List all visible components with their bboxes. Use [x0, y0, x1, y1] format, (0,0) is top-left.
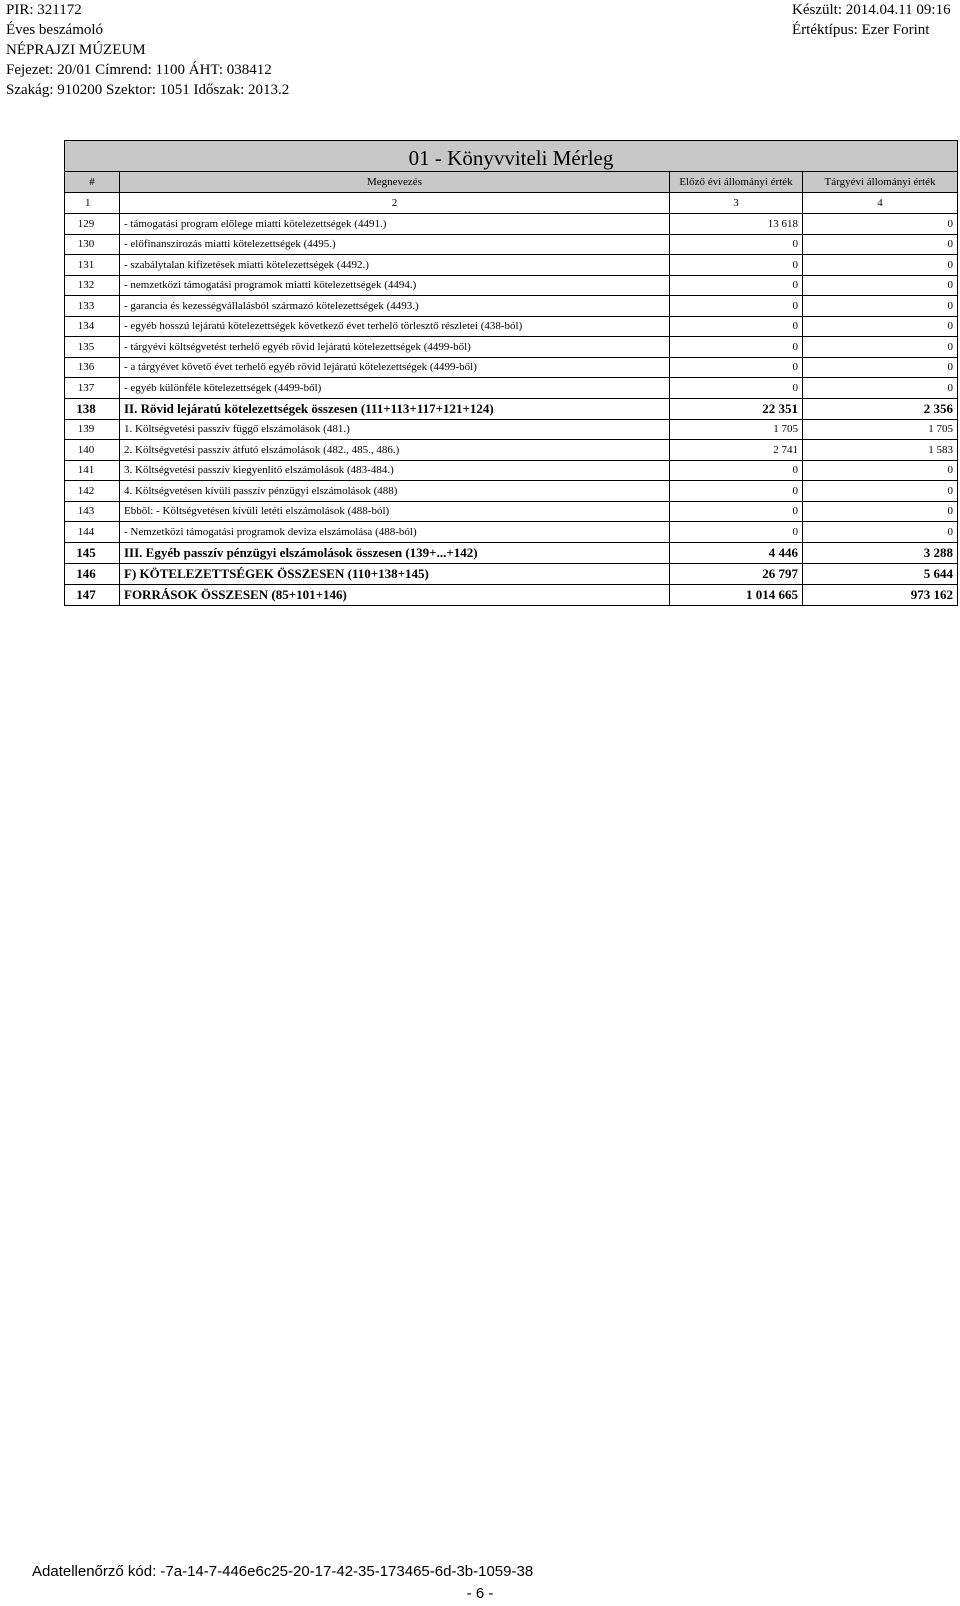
table-row: [65, 275, 958, 296]
row-previous-value: 0: [670, 460, 803, 481]
row-number: 130: [65, 234, 120, 255]
table-row: [65, 255, 958, 276]
row-current-value: 0: [803, 357, 958, 378]
row-current-value: 1 583: [803, 440, 958, 461]
column-header-previous: Előző évi állományi érték: [670, 172, 803, 193]
row-number: 132: [65, 275, 120, 296]
row-label: - egyéb hosszú lejáratú kötelezettségek következő évet terhelő törlesztő részletei (438-ból): [120, 316, 670, 337]
table-row: [65, 584, 958, 605]
row-label: - támogatási program előlege miatti kötelezettségek (4491.): [120, 214, 670, 235]
row-current-value: 5 644: [803, 563, 958, 584]
row-current-value: 3 288: [803, 542, 958, 563]
row-label: - egyéb különféle kötelezettségek (4499-ből): [120, 378, 670, 399]
row-number: 139: [65, 419, 120, 440]
row-current-value: 1 705: [803, 419, 958, 440]
column-number-4: 4: [803, 193, 958, 214]
table-row: [65, 563, 958, 584]
check-code: Adatellenőrző kód: -7a-14-7-446e6c25-20-17-42-35-173465-6d-3b-1059-38: [32, 1563, 534, 1580]
row-number: 136: [65, 357, 120, 378]
table-row: [65, 440, 958, 461]
row-label: II. Rövid lejáratú kötelezettségek összesen (111+113+117+121+124): [120, 398, 670, 419]
row-label: - előfinanszírozás miatti kötelezettségek (4495.): [120, 234, 670, 255]
row-number: 144: [65, 522, 120, 543]
table-row: [65, 214, 958, 235]
value-type: Értéktípus: Ezer Forint: [792, 22, 930, 38]
balance-sheet-table: [64, 140, 958, 606]
row-current-value: 0: [803, 337, 958, 358]
column-number-2: 2: [120, 193, 670, 214]
report-header-left: [6, 0, 289, 100]
table-row: [65, 419, 958, 440]
row-current-value: 0: [803, 460, 958, 481]
row-label: - szabálytalan kifizetések miatti kötelezettségek (4492.): [120, 255, 670, 276]
table-row: [65, 460, 958, 481]
row-previous-value: 0: [670, 337, 803, 358]
row-label: III. Egyéb passzív pénzügyi elszámolások összesen (139+...+142): [120, 542, 670, 563]
row-label: F) KÖTELEZETTSÉGEK ÖSSZESEN (110+138+145): [120, 563, 670, 584]
row-current-value: 0: [803, 296, 958, 317]
report-type: Éves beszámoló: [6, 22, 104, 38]
row-previous-value: 13 618: [670, 214, 803, 235]
row-current-value: 0: [803, 316, 958, 337]
table-row: [65, 501, 958, 522]
table-title-row: [65, 141, 958, 172]
row-current-value: 2 356: [803, 398, 958, 419]
column-number-row: [65, 193, 958, 214]
table-row: [65, 522, 958, 543]
row-number: 143: [65, 501, 120, 522]
row-previous-value: 0: [670, 275, 803, 296]
row-previous-value: 0: [670, 296, 803, 317]
row-previous-value: 22 351: [670, 398, 803, 419]
row-number: 146: [65, 563, 120, 584]
row-number: 135: [65, 337, 120, 358]
row-previous-value: 0: [670, 522, 803, 543]
row-label: 1. Költségvetési passzív függő elszámolások (481.): [120, 419, 670, 440]
chapter-info: Fejezet: 20/01 Címrend: 1100 ÁHT: 038412: [6, 62, 272, 78]
pir-id: PIR: 321172: [6, 2, 82, 18]
table-row: [65, 357, 958, 378]
row-current-value: 973 162: [803, 584, 958, 605]
report-header-right: [792, 0, 951, 40]
row-label: 4. Költségvetésen kívüli passzív pénzügyi elszámolások (488): [120, 481, 670, 502]
table-row: [65, 481, 958, 502]
table-row: [65, 378, 958, 399]
column-number-3: 3: [670, 193, 803, 214]
row-current-value: 0: [803, 234, 958, 255]
row-current-value: 0: [803, 378, 958, 399]
table-row: [65, 337, 958, 358]
table-title: 01 - Könyvviteli Mérleg: [65, 141, 958, 172]
table-row: [65, 398, 958, 419]
row-previous-value: 0: [670, 316, 803, 337]
column-number-1: 1: [65, 193, 120, 214]
table-row: [65, 316, 958, 337]
row-label: Ebből: - Költségvetésen kívüli letéti elszámolások (488-ból): [120, 501, 670, 522]
table-row: [65, 296, 958, 317]
column-header-number: #: [65, 172, 120, 193]
row-current-value: 0: [803, 522, 958, 543]
row-label: - nemzetközi támogatási programok miatti kötelezettségek (4494.): [120, 275, 670, 296]
table-row: [65, 542, 958, 563]
column-header-current: Tárgyévi állományi érték: [803, 172, 958, 193]
row-previous-value: 0: [670, 255, 803, 276]
row-current-value: 0: [803, 255, 958, 276]
row-number: 142: [65, 481, 120, 502]
row-number: 147: [65, 584, 120, 605]
row-current-value: 0: [803, 481, 958, 502]
row-current-value: 0: [803, 214, 958, 235]
row-label: FORRÁSOK ÖSSZESEN (85+101+146): [120, 584, 670, 605]
row-previous-value: 1 014 665: [670, 584, 803, 605]
table-row: [65, 234, 958, 255]
row-previous-value: 0: [670, 481, 803, 502]
column-header-row: [65, 172, 958, 193]
institution-name: NÉPRAJZI MÚZEUM: [6, 42, 146, 58]
row-label: - Nemzetközi támogatási programok deviza elszámolása (488-ból): [120, 522, 670, 543]
row-previous-value: 0: [670, 501, 803, 522]
page-number: - 6 -: [466, 1585, 494, 1602]
row-number: 133: [65, 296, 120, 317]
row-current-value: 0: [803, 501, 958, 522]
row-number: 129: [65, 214, 120, 235]
row-number: 145: [65, 542, 120, 563]
created-timestamp: Készült: 2014.04.11 09:16: [792, 2, 951, 18]
row-label: - tárgyévi költségvetést terhelő egyéb rövid lejáratú kötelezettségek (4499-ből): [120, 337, 670, 358]
row-number: 138: [65, 398, 120, 419]
row-number: 131: [65, 255, 120, 276]
row-current-value: 0: [803, 275, 958, 296]
row-previous-value: 0: [670, 234, 803, 255]
row-previous-value: 0: [670, 378, 803, 399]
row-previous-value: 2 741: [670, 440, 803, 461]
row-label: 3. Költségvetési passzív kiegyenlítő elszámolások (483-484.): [120, 460, 670, 481]
row-number: 137: [65, 378, 120, 399]
row-label: - garancia és kezességvállalásból származó kötelezettségek (4493.): [120, 296, 670, 317]
row-label: 2. Költségvetési passzív átfutó elszámolások (482., 485., 486.): [120, 440, 670, 461]
row-previous-value: 1 705: [670, 419, 803, 440]
row-previous-value: 26 797: [670, 563, 803, 584]
row-number: 134: [65, 316, 120, 337]
row-previous-value: 4 446: [670, 542, 803, 563]
column-header-name: Megnevezés: [120, 172, 670, 193]
row-number: 141: [65, 460, 120, 481]
row-number: 140: [65, 440, 120, 461]
row-previous-value: 0: [670, 357, 803, 378]
row-label: - a tárgyévet követő évet terhelő egyéb rövid lejáratú kötelezettségek (4499-ből): [120, 357, 670, 378]
sector-period-info: Szakág: 910200 Szektor: 1051 Időszak: 2013.2: [6, 82, 290, 98]
